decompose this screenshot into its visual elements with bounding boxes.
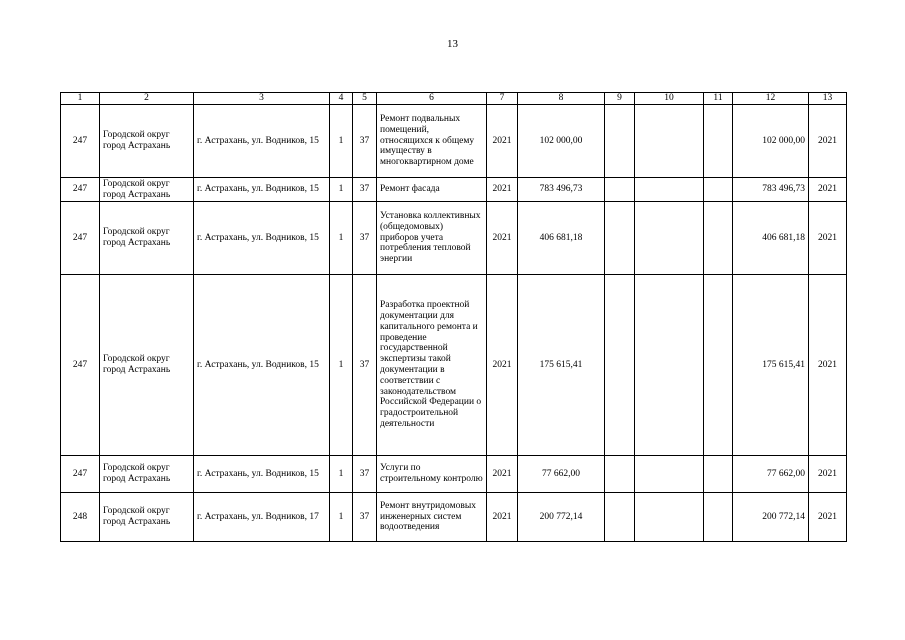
col11-cell	[704, 105, 733, 178]
col9-cell	[605, 456, 635, 493]
header-row	[61, 93, 847, 105]
col9-cell	[605, 275, 635, 456]
municipality-cell: Городской округ город Астрахань	[100, 493, 194, 542]
row-number-cell: 248	[61, 493, 100, 542]
column-header: 3	[194, 93, 330, 105]
row-number-cell: 247	[61, 275, 100, 456]
column-header: 2	[100, 93, 194, 105]
col9-cell	[605, 178, 635, 202]
col12-cost-cell: 102 000,00	[733, 105, 809, 178]
municipality-cell: Городской округ город Астрахань	[100, 105, 194, 178]
page-number: 13	[447, 38, 458, 50]
total-cost-cell: 783 496,73	[518, 178, 605, 202]
completion-year-cell: 2021	[809, 105, 847, 178]
col5-cell: 37	[353, 493, 377, 542]
capital-repair-table	[60, 92, 847, 542]
col10-cell	[635, 456, 704, 493]
col4-cell: 1	[330, 105, 353, 178]
column-header: 11	[704, 93, 733, 105]
total-cost-cell: 200 772,14	[518, 493, 605, 542]
col10-cell	[635, 202, 704, 275]
col5-cell: 37	[353, 275, 377, 456]
col4-cell: 1	[330, 456, 353, 493]
col4-cell: 1	[330, 275, 353, 456]
column-header: 8	[518, 93, 605, 105]
col10-cell	[635, 493, 704, 542]
col10-cell	[635, 105, 704, 178]
column-header: 9	[605, 93, 635, 105]
column-header: 12	[733, 93, 809, 105]
col10-cell	[635, 275, 704, 456]
municipality-cell: Городской округ город Астрахань	[100, 202, 194, 275]
row-number-cell: 247	[61, 456, 100, 493]
column-header: 13	[809, 93, 847, 105]
column-header: 1	[61, 93, 100, 105]
total-cost-cell: 406 681,18	[518, 202, 605, 275]
row-number-cell: 247	[61, 178, 100, 202]
municipality-cell: Городской округ город Астрахань	[100, 275, 194, 456]
col11-cell	[704, 493, 733, 542]
completion-year-cell: 2021	[809, 275, 847, 456]
col9-cell	[605, 493, 635, 542]
column-header: 4	[330, 93, 353, 105]
year-cell: 2021	[487, 178, 518, 202]
col12-cost-cell: 77 662,00	[733, 456, 809, 493]
col12-cost-cell: 406 681,18	[733, 202, 809, 275]
total-cost-cell: 77 662,00	[518, 456, 605, 493]
address-cell: г. Астрахань, ул. Водников, 15	[194, 456, 330, 493]
col12-cost-cell: 200 772,14	[733, 493, 809, 542]
year-cell: 2021	[487, 456, 518, 493]
year-cell: 2021	[487, 105, 518, 178]
table-row	[61, 178, 847, 202]
year-cell: 2021	[487, 493, 518, 542]
column-header: 6	[377, 93, 487, 105]
table-row	[61, 105, 847, 178]
table-row	[61, 275, 847, 456]
col11-cell	[704, 456, 733, 493]
completion-year-cell: 2021	[809, 493, 847, 542]
col5-cell: 37	[353, 178, 377, 202]
work-type-cell: Ремонт внутридомовых инженерных систем водоотведения	[377, 493, 487, 542]
address-cell: г. Астрахань, ул. Водников, 17	[194, 493, 330, 542]
table-row	[61, 493, 847, 542]
work-type-cell: Ремонт фасада	[377, 178, 487, 202]
col11-cell	[704, 275, 733, 456]
address-cell: г. Астрахань, ул. Водников, 15	[194, 275, 330, 456]
municipality-cell: Городской округ город Астрахань	[100, 456, 194, 493]
col4-cell: 1	[330, 202, 353, 275]
col5-cell: 37	[353, 105, 377, 178]
completion-year-cell: 2021	[809, 202, 847, 275]
table-row	[61, 202, 847, 275]
municipality-cell: Городской округ город Астрахань	[100, 178, 194, 202]
column-header: 7	[487, 93, 518, 105]
col5-cell: 37	[353, 202, 377, 275]
col9-cell	[605, 105, 635, 178]
address-cell: г. Астрахань, ул. Водников, 15	[194, 202, 330, 275]
col10-cell	[635, 178, 704, 202]
col12-cost-cell: 175 615,41	[733, 275, 809, 456]
table-row	[61, 456, 847, 493]
completion-year-cell: 2021	[809, 456, 847, 493]
total-cost-cell: 175 615,41	[518, 275, 605, 456]
work-type-cell: Установка коллективных (общедомовых) приборов учета потребления тепловой энергии	[377, 202, 487, 275]
completion-year-cell: 2021	[809, 178, 847, 202]
year-cell: 2021	[487, 202, 518, 275]
col12-cost-cell: 783 496,73	[733, 178, 809, 202]
work-type-cell: Разработка проектной документации для капитального ремонта и проведение государственной экспертизы такой документации в соответствии с законодательством Российской Федерации о градостроительной деятельности	[377, 275, 487, 456]
address-cell: г. Астрахань, ул. Водников, 15	[194, 178, 330, 202]
col9-cell	[605, 202, 635, 275]
row-number-cell: 247	[61, 105, 100, 178]
col4-cell: 1	[330, 178, 353, 202]
col5-cell: 37	[353, 456, 377, 493]
col4-cell: 1	[330, 493, 353, 542]
year-cell: 2021	[487, 275, 518, 456]
row-number-cell: 247	[61, 202, 100, 275]
column-header: 10	[635, 93, 704, 105]
address-cell: г. Астрахань, ул. Водников, 15	[194, 105, 330, 178]
column-header: 5	[353, 93, 377, 105]
work-type-cell: Ремонт подвальных помещений, относящихся к общему имуществу в многоквартирном доме	[377, 105, 487, 178]
total-cost-cell: 102 000,00	[518, 105, 605, 178]
col11-cell	[704, 202, 733, 275]
col11-cell	[704, 178, 733, 202]
work-type-cell: Услуги по строительному контролю	[377, 456, 487, 493]
